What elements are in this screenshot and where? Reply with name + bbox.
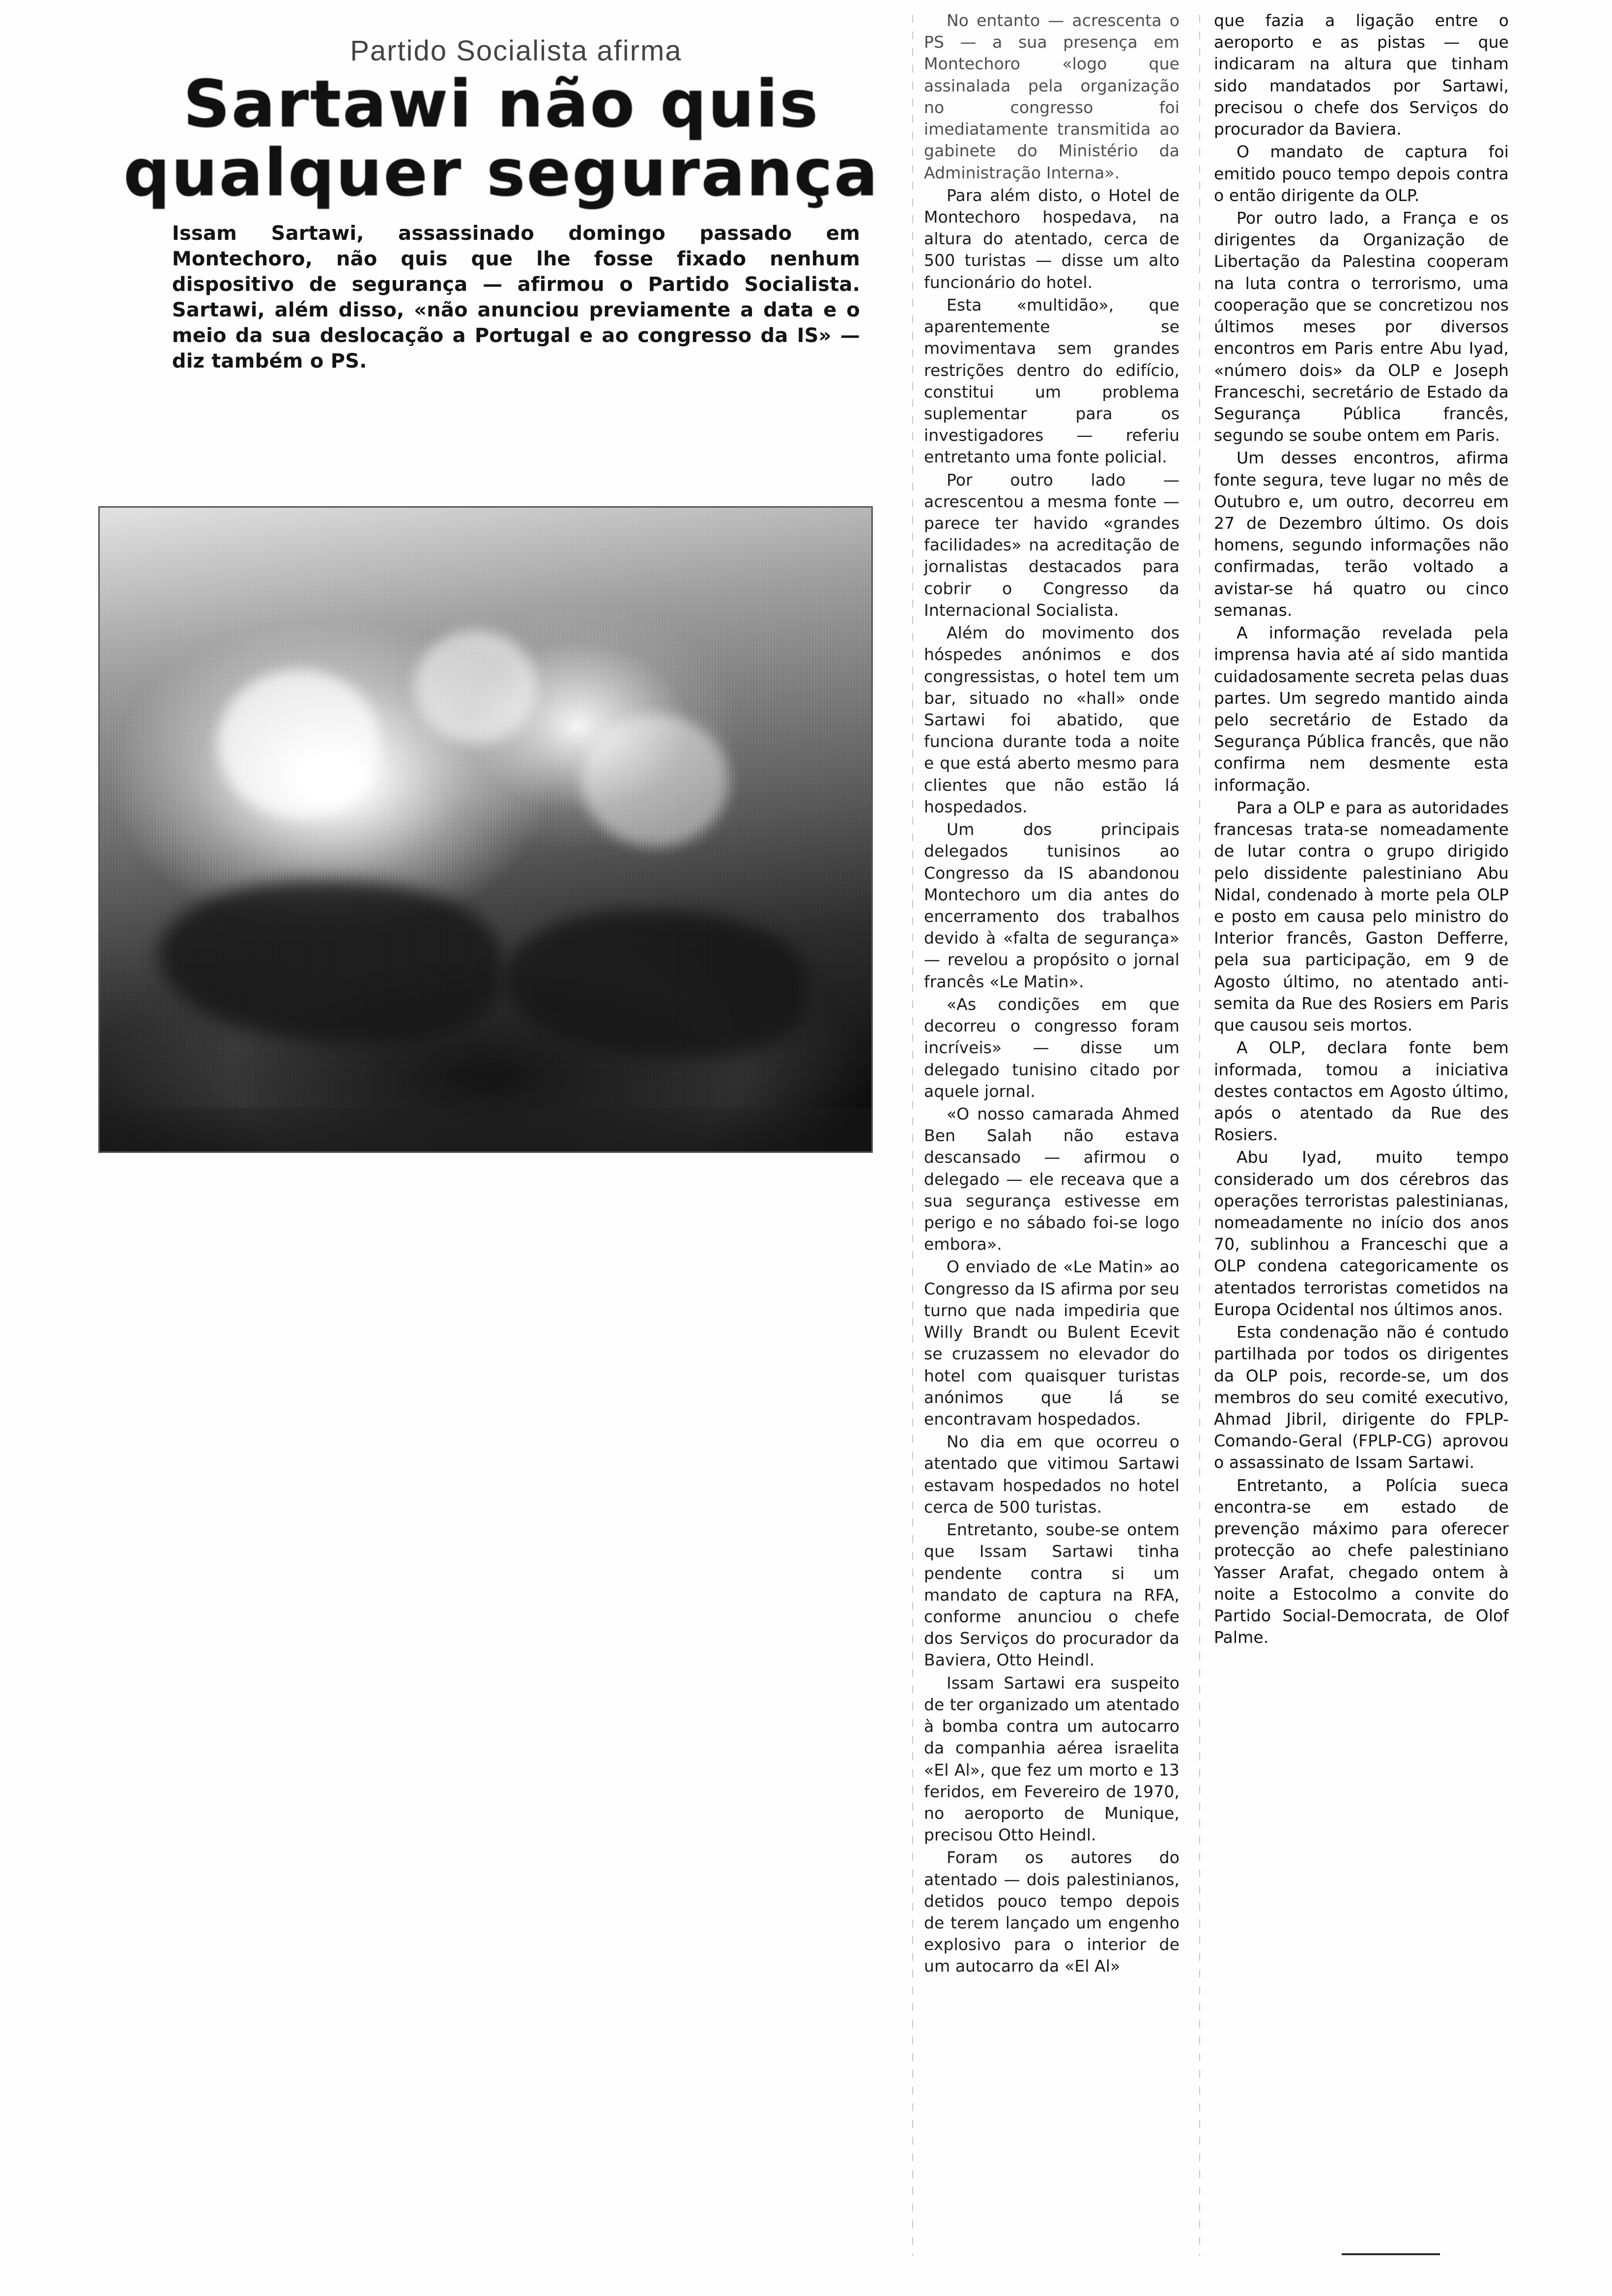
photo-caption-strip (100, 1107, 871, 1151)
paragraph: «As condições em que decorreu o congresso foram incríveis» — disse um delegado tunisino citado por aquele jornal. (924, 994, 1180, 1101)
paragraph: que fazia a ligação entre o aeroporto e as pistas — que indicaram na altura que tinham sido mandatados por Sartawi, precisou o chefe dos Serviços do procurador da Baviera. (1214, 11, 1509, 139)
photo-grain-overlay (100, 508, 871, 1151)
article-column-2 (924, 10, 1180, 1979)
paragraph: Esta condenação não é contudo partilhada por todos os dirigentes da OLP pois, recorde-se, um dos membros do seu comité executivo, Ahmad Jibril, dirigente do FPLP-Comando-Geral (FPLP-CG) aprovou o assassinato de Issam Sartawi. (1214, 1322, 1509, 1472)
paragraph: A informação revelada pela imprensa havia até aí sido mantida cuidadosamente secreta pelas duas partes. Um segredo mantido ainda pelo secretário de Estado da Segurança Pública francês, que não confirma nem desmente esta informação. (1214, 623, 1509, 795)
article-photo (98, 506, 873, 1153)
paragraph: Além do movimento dos hóspedes anónimos e dos congressistas, o hotel tem um bar, situado no «hall» onde Sartawi foi abatido, que funciona durante toda a noite e que está aberto mesmo para clientes que não estão lá hospedados. (924, 623, 1180, 816)
article-lead: Issam Sartawi, assassinado domingo passado em Montechoro, não quis que lhe fosse fixado nenhum dispositivo de segurança — afirmou o Partido Socialista. Sartawi, além disso, «não anunciou previamente a data e o meio da sua deslocação a Portugal e ao congresso da IS» — diz também o PS. (172, 222, 860, 373)
paragraph: Um dos principais delegados tunisinos ao Congresso da IS abandonou Montechoro um dia antes do encerramento dos trabalhos devido à «falta de segurança» — revelou a propósito o jornal francês «Le Matin». (924, 820, 1180, 991)
column-separator-2 (1199, 15, 1200, 2256)
headline-line-2: qualquer segurança (123, 135, 879, 211)
paragraph: Entretanto, a Polícia sueca encontra-se em estado de prevenção máximo para oferecer protecção ao chefe palestiniano Yasser Arafat, chegado ontem à noite a Estocolmo a convite do Partido Social-Democrata, de Olof Palme. (1214, 1475, 1509, 1647)
paragraph: O enviado de «Le Matin» ao Congresso da IS afirma por seu turno que nada impediria que Willy Brandt ou Bulent Ecevit se cruzassem no elevador do hotel com quaisquer turistas anónimos que lá se encontravam hospedados. (924, 1257, 1180, 1429)
paragraph: Por outro lado, a França e os dirigentes da Organização de Libertação da Palestina cooperam na luta contra o terrorismo, uma cooperação que se concretizou nos últimos meses por diversos encontros em Paris entre Abu Iyad, «número dois» da OLP e Joseph Franceschi, secretário de Estado da Segurança Pública francês, segundo se soube ontem em Paris. (1214, 208, 1509, 445)
paragraph: Por outro lado — acrescentou a mesma fonte — parece ter havido «grandes facilidades» na acreditação de jornalistas destacados para cobrir o Congresso da Internacional Socialista. (924, 470, 1180, 620)
article-headline (98, 66, 904, 211)
paragraph: Issam Sartawi era suspeito de ter organizado um atentado à bomba contra um autocarro da companhia aérea israelita «El Al», que fez um morto e 13 feridos, em Fevereiro de 1970, no aeroporto de Munique, precisou Otto Heindl. (924, 1673, 1180, 1845)
paragraph: Abu Iyad, muito tempo considerado um dos cérebros das operações terroristas palestinianas, nomeadamente no início dos anos 70, sublinhou a Franceschi que a OLP condena categoricamente os atentados terroristas cometidos na Europa Ocidental nos últimos anos. (1214, 1148, 1509, 1319)
column-separator-1 (912, 15, 913, 2256)
article-header (98, 20, 904, 374)
paragraph: No dia em que ocorreu o atentado que vitimou Sartawi estavam hospedados no hotel cerca de 500 turistas. (924, 1432, 1180, 1517)
article-end-rule (1342, 2253, 1440, 2255)
article-column-3 (1214, 10, 1509, 1649)
paragraph: Para a OLP e para as autoridades francesas trata-se nomeadamente de lutar contra o grupo dirigido pelo dissidente palestiniano Abu Nidal, condenado à morte pela OLP e posto em causa pelo ministro do Interior francês, Gaston Defferre, pela sua participação, em 9 de Agosto último, no atentado anti-semita da Rue des Rosiers em Paris que causou seis mortos. (1214, 798, 1509, 1035)
paragraph: O mandato de captura foi emitido pouco tempo depois contra o então dirigente da OLP. (1214, 142, 1509, 205)
paragraph: Esta «multidão», que aparentemente se movimentava sem grandes restrições dentro do edifício, constitui um problema suplementar para os investigadores — referiu entretanto uma fonte policial. (924, 295, 1180, 467)
paragraph: A OLP, declara fonte bem informada, tomou a iniciativa destes contactos em Agosto último, após o atentado da Rue des Rosiers. (1214, 1038, 1509, 1145)
headline-line-1: Sartawi não quis (183, 66, 820, 142)
paragraph: «O nosso camarada Ahmed Ben Salah não estava descansado — afirmou o delegado — ele receava que a sua segurança estivesse em perigo e no sábado foi-se logo embora». (924, 1104, 1180, 1254)
paragraph: Um desses encontros, afirma fonte segura, teve lugar no mês de Outubro e, um outro, decorreu em 27 de Dezembro último. Os dois homens, segundo informações não confirmadas, terão voltado a avistar-se há quatro ou cinco semanas. (1214, 448, 1509, 620)
paragraph: Para além disto, o Hotel de Montechoro hospedava, na altura do atentado, cerca de 500 turistas — disse um alto funcionário do hotel. (924, 185, 1180, 292)
paragraph: No entanto — acrescenta o PS — a sua presença em Montechoro «logo que assinalada pela organização no congresso foi imediatamente transmitida ao gabinete do Ministério da Administração Interna». (924, 11, 1180, 182)
paragraph: Foram os autores do atentado — dois palestinianos, detidos pouco tempo depois de terem lançado um engenho explosivo para o interior de um autocarro da «El Al» (924, 1848, 1180, 1976)
paragraph: Entretanto, soube-se ontem que Issam Sartawi tinha pendente contra si um mandato de captura na RFA, conforme anunciou o chefe dos Serviços do procurador da Baviera, Otto Heindl. (924, 1520, 1180, 1670)
article-kicker: Partido Socialista afirma (350, 35, 682, 67)
